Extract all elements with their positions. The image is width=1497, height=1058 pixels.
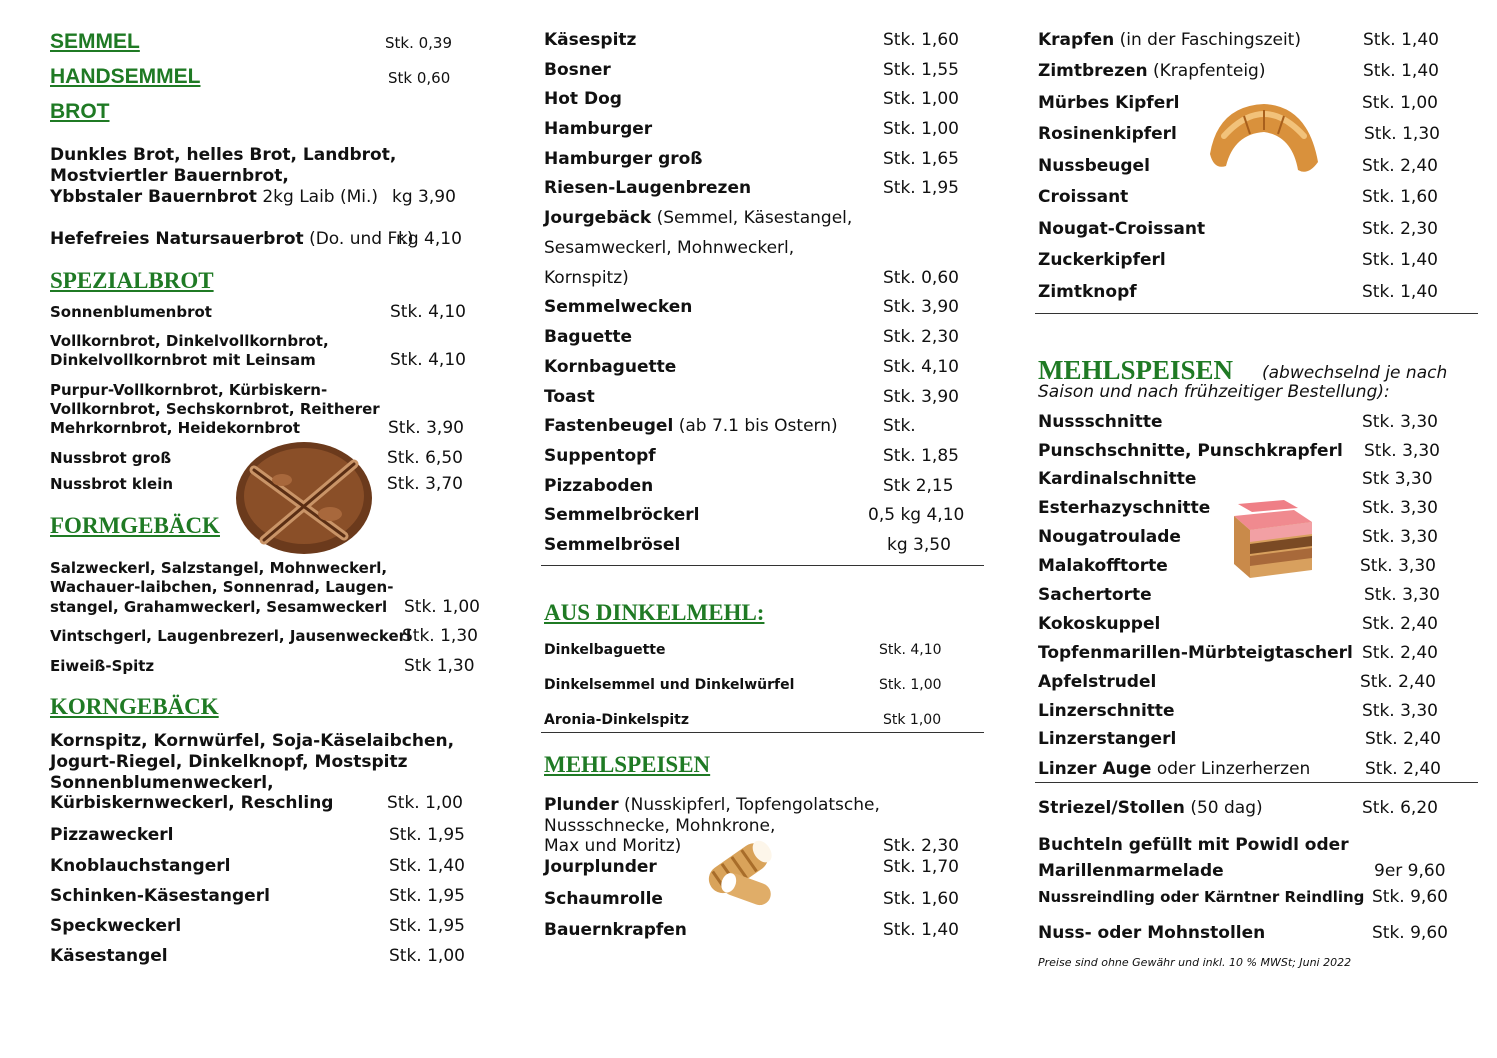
item-speckweckerl: Speckweckerl <box>50 916 182 936</box>
price-korn: Stk. 1,00 <box>387 793 463 813</box>
heading-mehlspeisen-col3: MEHLSPEISEN <box>1038 355 1234 385</box>
price-linzerstangerl: Stk. 2,40 <box>1365 729 1441 749</box>
item-hamburger: Hamburger <box>544 119 653 139</box>
item-kokoskuppel: Kokoskuppel <box>1038 614 1161 634</box>
price-croissant: Stk. 1,60 <box>1362 187 1438 207</box>
item-salzweckerl-line-1: Salzweckerl, Salzstangel, Mohnweckerl, <box>50 559 388 577</box>
price-eiweiss-spitz: Stk 1,30 <box>404 656 475 676</box>
linzer-auge-bold: Linzer Auge <box>1038 759 1152 779</box>
striezel-bold: Striezel/Stollen <box>1038 798 1185 818</box>
price-linzer-auge: Stk. 2,40 <box>1365 759 1441 779</box>
item-knoblauchstangerl: Knoblauchstangerl <box>50 856 231 876</box>
price-nussbrot-klein: Stk. 3,70 <box>387 474 463 494</box>
brot-line-3-rest: 2kg Laib (Mi.) <box>256 187 379 207</box>
item-hamburger-gross: Hamburger groß <box>544 149 703 169</box>
item-semmelbroeckerl: Semmelbröckerl <box>544 505 700 525</box>
item-eiweiss-spitz: Eiweiß-Spitz <box>50 657 155 675</box>
item-zimtknopf: Zimtknopf <box>1038 282 1137 302</box>
price-punschschnitte: Stk. 3,30 <box>1364 441 1440 461</box>
item-jourplunder: Jourplunder <box>544 857 657 877</box>
item-bosner: Bosner <box>544 60 611 80</box>
price-zimtbrezen: Stk. 1,40 <box>1363 61 1439 81</box>
croissant-image <box>1204 96 1322 180</box>
plunder-rest: (Nusskipferl, Topfengolatsche, <box>618 795 880 815</box>
price-brot: kg 3,90 <box>392 187 456 207</box>
item-reindling: Nussreindling oder Kärntner Reindling <box>1038 888 1365 906</box>
item-schaumrolle: Schaumrolle <box>544 889 663 909</box>
price-plunder: Stk. 2,30 <box>883 836 959 856</box>
jourgebaeck-rest: (Semmel, Käsestangel, <box>651 208 853 228</box>
price-hamburger: Stk. 1,00 <box>883 119 959 139</box>
mehlspeisen-note-1: (abwechselnd je nach <box>1262 363 1448 383</box>
divider-col3-1 <box>1035 313 1478 314</box>
price-semmel: Stk. 0,39 <box>385 34 453 52</box>
item-vollkorn-line-1: Vollkornbrot, Dinkelvollkornbrot, <box>50 332 329 350</box>
price-nougatroulade: Stk. 3,30 <box>1362 527 1438 547</box>
item-topfenmarillen: Topfenmarillen-Mürbteigtascherl <box>1038 643 1353 663</box>
heading-aus-dinkelmehl: AUS DINKELMEHL: <box>544 600 765 625</box>
price-nussbrot-gross: Stk. 6,50 <box>387 448 463 468</box>
zimtbrezen-bold: Zimtbrezen <box>1038 61 1148 81</box>
item-plunder-line-2: Nussschnecke, Mohnkrone, <box>544 816 776 836</box>
plunder-bold: Plunder <box>544 795 619 815</box>
bread-loaf-image <box>234 440 374 556</box>
item-vintschgerl: Vintschgerl, Laugenbrezerl, Jausenweckerl <box>50 627 412 645</box>
brot-line-3-bold: Ybbstaler Bauernbrot <box>50 187 257 207</box>
price-dinkelbaguette: Stk. 4,10 <box>879 642 942 658</box>
price-muerbes-kipferl: Stk. 1,00 <box>1362 93 1438 113</box>
price-nougat-croissant: Stk. 2,30 <box>1362 219 1438 239</box>
price-suppentopf: Stk. 1,85 <box>883 446 959 466</box>
item-jourgebaeck-line-1 <box>544 208 852 228</box>
item-jourgebaeck-line-2: Sesamweckerl, Mohnweckerl, <box>544 238 795 258</box>
price-apfelstrudel: Stk. 2,40 <box>1360 672 1436 692</box>
item-nougatroulade: Nougatroulade <box>1038 527 1181 547</box>
price-hot-dog: Stk. 1,00 <box>883 89 959 109</box>
item-nougat-croissant: Nougat-Croissant <box>1038 219 1206 239</box>
heading-mehlspeisen-col2: MEHLSPEISEN <box>544 752 711 777</box>
krapfen-bold: Krapfen <box>1038 30 1115 50</box>
zimtbrezen-rest: (Krapfenteig) <box>1147 61 1266 81</box>
price-esterhazyschnitte: Stk. 3,30 <box>1362 498 1438 518</box>
item-jourgebaeck-line-3: Kornspitz) <box>544 268 629 288</box>
heading-semmel: SEMMEL <box>50 30 140 53</box>
price-bosner: Stk. 1,55 <box>883 60 959 80</box>
item-nuss-mohnstollen: Nuss- oder Mohnstollen <box>1038 923 1266 943</box>
striezel-rest: (50 dag) <box>1184 798 1263 818</box>
price-striezel: Stk. 6,20 <box>1362 798 1438 818</box>
price-sachertorte: Stk. 3,30 <box>1364 585 1440 605</box>
hefefrei-rest: (Do. und Fr.) <box>303 229 414 249</box>
price-handsemmel: Stk 0,60 <box>388 69 451 87</box>
krapfen-rest: (in der Faschingszeit) <box>1114 30 1301 50</box>
item-esterhazyschnitte: Esterhazyschnitte <box>1038 498 1211 518</box>
price-kardinalschnitte: Stk 3,30 <box>1362 469 1433 489</box>
price-nussbeugel: Stk. 2,40 <box>1362 156 1438 176</box>
heading-handsemmel: HANDSEMMEL <box>50 65 201 88</box>
price-rosinenkipferl: Stk. 1,30 <box>1364 124 1440 144</box>
jourgebaeck-bold: Jourgebäck <box>544 208 652 228</box>
price-semmelbroeckerl: 0,5 kg 4,10 <box>868 505 965 525</box>
item-sachertorte: Sachertorte <box>1038 585 1152 605</box>
price-riesen-laugenbrezen: Stk. 1,95 <box>883 178 959 198</box>
price-hamburger-gross: Stk. 1,65 <box>883 149 959 169</box>
hefefrei-line <box>50 229 413 249</box>
item-pizzaboden: Pizzaboden <box>544 476 654 496</box>
item-plunder-line-1 <box>544 795 880 815</box>
divider-col2-2 <box>541 732 984 733</box>
price-baguette: Stk. 2,30 <box>883 327 959 347</box>
item-buchteln-line-1: Buchteln gefüllt mit Powidl oder <box>1038 835 1349 855</box>
item-semmelbroesel: Semmelbrösel <box>544 535 681 555</box>
item-linzer-auge <box>1038 759 1310 779</box>
item-nussschnitte: Nussschnitte <box>1038 412 1163 432</box>
item-salzweckerl-line-3: stangel, Grahamweckerl, Sesamweckerl <box>50 598 388 616</box>
item-korn-line-1: Kornspitz, Kornwürfel, Soja-Käselaibchen, <box>50 731 455 751</box>
price-nuss-mohnstollen: Stk. 9,60 <box>1372 923 1448 943</box>
price-kornbaguette: Stk. 4,10 <box>883 357 959 377</box>
item-buchteln-line-2: Marillenmarmelade <box>1038 861 1224 881</box>
item-punschschnitte: Punschschnitte, Punschkrapferl <box>1038 441 1343 461</box>
item-suppentopf: Suppentopf <box>544 446 656 466</box>
heading-spezialbrot: SPEZIALBROT <box>50 268 214 293</box>
item-sonnenblumenbrot: Sonnenblumenbrot <box>50 303 212 321</box>
item-linzerschnitte: Linzerschnitte <box>1038 701 1175 721</box>
brot-line-1: Dunkles Brot, helles Brot, Landbrot, <box>50 145 397 165</box>
item-croissant: Croissant <box>1038 187 1129 207</box>
price-linzerschnitte: Stk. 3,30 <box>1362 701 1438 721</box>
cake-slice-image <box>1224 496 1316 584</box>
item-purpur-line-1: Purpur-Vollkornbrot, Kürbiskern- <box>50 381 328 399</box>
price-vintschgerl: Stk. 1,30 <box>402 626 478 646</box>
item-kornbaguette: Kornbaguette <box>544 357 677 377</box>
item-purpur-line-3: Mehrkornbrot, Heidekornbrot <box>50 419 301 437</box>
item-nussbeugel: Nussbeugel <box>1038 156 1150 176</box>
item-nussbrot-gross: Nussbrot groß <box>50 449 172 467</box>
price-speckweckerl: Stk. 1,95 <box>389 916 465 936</box>
hefefrei-bold: Hefefreies Natursauerbrot <box>50 229 304 249</box>
item-baguette: Baguette <box>544 327 633 347</box>
item-kaesespitz: Käsespitz <box>544 30 637 50</box>
item-fastenbeugel <box>544 416 838 436</box>
price-hefefrei: kg 4,10 <box>398 229 462 249</box>
footnote: Preise sind ohne Gewähr und inkl. 10 % MWSt; Juni 2022 <box>1038 956 1352 969</box>
brot-line-3 <box>50 187 378 207</box>
price-bauernkrapfen: Stk. 1,40 <box>883 920 959 940</box>
price-reindling: Stk. 9,60 <box>1372 887 1448 907</box>
price-zimtknopf: Stk. 1,40 <box>1362 282 1438 302</box>
price-vollkorn: Stk. 4,10 <box>390 350 466 370</box>
price-fastenbeugel: Stk. <box>883 416 916 436</box>
price-kokoskuppel: Stk. 2,40 <box>1362 614 1438 634</box>
pastry-roll-image <box>698 828 780 910</box>
price-buchteln: 9er 9,60 <box>1374 861 1446 881</box>
item-striezel <box>1038 798 1263 818</box>
price-pizzaweckerl: Stk. 1,95 <box>389 825 465 845</box>
item-salzweckerl-line-2: Wachauer-laibchen, Sonnenrad, Laugen- <box>50 578 394 596</box>
item-bauernkrapfen: Bauernkrapfen <box>544 920 687 940</box>
price-semmelwecken: Stk. 3,90 <box>883 297 959 317</box>
item-vollkorn-line-2: Dinkelvollkornbrot mit Leinsam <box>50 351 316 369</box>
item-pizzaweckerl: Pizzaweckerl <box>50 825 174 845</box>
fastenbeugel-bold: Fastenbeugel <box>544 416 674 436</box>
mehlspeisen-note-2: Saison und nach frühzeitiger Bestellung): <box>1038 382 1390 402</box>
price-jourplunder: Stk. 1,70 <box>883 857 959 877</box>
price-schaumrolle: Stk. 1,60 <box>883 889 959 909</box>
price-pizzaboden: Stk 2,15 <box>883 476 954 496</box>
divider-col3-2 <box>1035 782 1478 783</box>
item-kaesestangel: Käsestangel <box>50 946 168 966</box>
price-topfenmarillen: Stk. 2,40 <box>1362 643 1438 663</box>
item-korn-line-2: Jogurt-Riegel, Dinkelknopf, Mostspitz <box>50 752 408 772</box>
item-schinken-kaesestangerl: Schinken-Käsestangerl <box>50 886 270 906</box>
item-korn-line-3: Sonnenblumenweckerl, <box>50 773 274 793</box>
linzer-auge-rest: oder Linzerherzen <box>1151 759 1311 779</box>
item-aronia-dinkelspitz: Aronia-Dinkelspitz <box>544 712 689 728</box>
item-toast: Toast <box>544 387 595 407</box>
item-riesen-laugenbrezen: Riesen-Laugenbrezen <box>544 178 752 198</box>
brot-line-2: Mostviertler Bauernbrot, <box>50 166 289 186</box>
price-malakofftorte: Stk. 3,30 <box>1360 556 1436 576</box>
price-sonnenblumenbrot: Stk. 4,10 <box>390 302 466 322</box>
item-muerbes-kipferl: Mürbes Kipferl <box>1038 93 1180 113</box>
item-malakofftorte: Malakofftorte <box>1038 556 1168 576</box>
item-purpur-line-2: Vollkornbrot, Sechskornbrot, Reitherer <box>50 400 380 418</box>
item-korn-line-4: Kürbiskernweckerl, Reschling <box>50 793 334 813</box>
heading-brot: BROT <box>50 100 110 123</box>
item-linzerstangerl: Linzerstangerl <box>1038 729 1177 749</box>
item-hot-dog: Hot Dog <box>544 89 622 109</box>
price-dinkelsemmel: Stk. 1,00 <box>879 677 942 693</box>
fastenbeugel-rest: (ab 7.1 bis Ostern) <box>673 416 838 436</box>
item-apfelstrudel: Apfelstrudel <box>1038 672 1157 692</box>
item-dinkelsemmel: Dinkelsemmel und Dinkelwürfel <box>544 677 795 693</box>
divider-col2-1 <box>541 565 984 566</box>
item-nussbrot-klein: Nussbrot klein <box>50 475 174 493</box>
item-zuckerkipferl: Zuckerkipferl <box>1038 250 1166 270</box>
price-aronia-dinkelspitz: Stk 1,00 <box>883 712 942 728</box>
item-rosinenkipferl: Rosinenkipferl <box>1038 124 1177 144</box>
price-schinken-kaesestangerl: Stk. 1,95 <box>389 886 465 906</box>
price-semmelbroesel: kg 3,50 <box>887 535 951 555</box>
item-zimtbrezen <box>1038 61 1265 81</box>
price-nussschnitte: Stk. 3,30 <box>1362 412 1438 432</box>
price-kaesespitz: Stk. 1,60 <box>883 30 959 50</box>
price-kaesestangel: Stk. 1,00 <box>389 946 465 966</box>
price-toast: Stk. 3,90 <box>883 387 959 407</box>
heading-korngebaeck: KORNGEBÄCK <box>50 694 219 719</box>
item-krapfen <box>1038 30 1301 50</box>
price-jourgebaeck: Stk. 0,60 <box>883 268 959 288</box>
item-dinkelbaguette: Dinkelbaguette <box>544 642 666 658</box>
heading-formgebaeck: FORMGEBÄCK <box>50 513 220 538</box>
price-purpur: Stk. 3,90 <box>388 418 464 438</box>
price-salzweckerl: Stk. 1,00 <box>404 597 480 617</box>
price-zuckerkipferl: Stk. 1,40 <box>1362 250 1438 270</box>
item-kardinalschnitte: Kardinalschnitte <box>1038 469 1197 489</box>
price-krapfen: Stk. 1,40 <box>1363 30 1439 50</box>
item-plunder-line-3: Max und Moritz) <box>544 836 682 856</box>
item-semmelwecken: Semmelwecken <box>544 297 693 317</box>
price-knoblauchstangerl: Stk. 1,40 <box>389 856 465 876</box>
